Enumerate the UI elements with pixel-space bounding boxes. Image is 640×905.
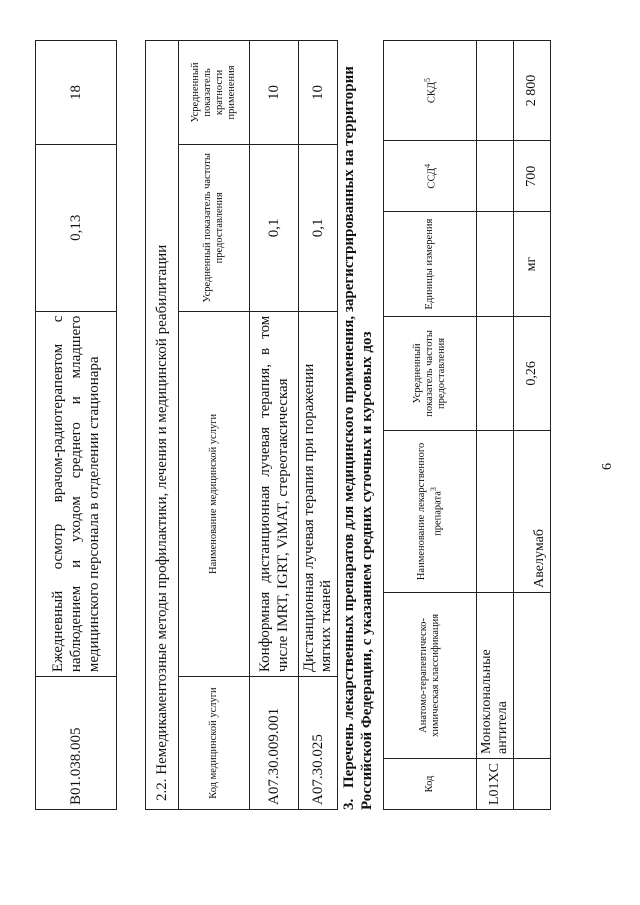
- header-multiplicity: Усредненный показатель кратности применения: [179, 41, 250, 145]
- header-drug: Наименование лекарственного препарата$^3$: [384, 431, 477, 593]
- drug-frequency: 0,26: [514, 316, 551, 430]
- drug-name: Авелумаб: [514, 431, 551, 593]
- service-name: Конформная дистанционная лучевая терапия, в том числе IMRT, IGRT, ViMAT, стереотаксическая: [250, 311, 299, 676]
- drugs-table: [383, 40, 551, 810]
- drug-units: мг: [514, 212, 551, 316]
- service-code: B01.038.005: [36, 677, 117, 810]
- page-number: 6: [600, 463, 615, 470]
- header-code: Код медицинской услуги: [179, 677, 250, 810]
- service-name: Ежедневный осмотр врачом-радиотерапевтом с наблюдением и уходом среднего и младшего медицинского персонала в отделении стационара: [36, 311, 117, 677]
- header-row: [384, 41, 477, 810]
- service-frequency: 0,1: [250, 144, 299, 311]
- drug-ssd: 700: [514, 141, 551, 212]
- header-name: Наименование медицинской услуги: [179, 311, 250, 676]
- service-multiplicity: 18: [36, 41, 117, 145]
- header-ssd: ССД$^4$: [384, 141, 477, 212]
- table-row: [250, 41, 299, 810]
- service-multiplicity: 10: [250, 41, 299, 145]
- table-row: [514, 41, 551, 810]
- section-title: 2.2. Немедикаментозные методы профилактики, лечения и медицинской реабилитации: [146, 41, 179, 810]
- header-atc: Анатомо-терапевтическо-химическая классификация: [384, 592, 477, 758]
- header-skd: СКД$^5$: [384, 41, 477, 141]
- drug-skd: 2 800: [514, 41, 551, 141]
- section-3-heading: [340, 35, 376, 810]
- atc-group-name: Моноклональные антитела: [477, 592, 514, 758]
- section-title: Перечень лекарственных препаратов для медицинского применения, зарегистрированных на территории Российской Федерации, с указанием средних суточных и курсовых доз: [341, 66, 375, 810]
- service-name: Дистанционная лучевая терапия при поражении мягких тканей: [299, 311, 338, 676]
- header-frequency: Усредненный показатель частоты предоставления: [384, 316, 477, 430]
- service-multiplicity: 10: [299, 41, 338, 145]
- header-code: Код: [384, 759, 477, 810]
- atc-code: L01XC: [477, 759, 514, 810]
- table-row: [299, 41, 338, 810]
- table-row: [36, 41, 117, 810]
- group-row: [477, 41, 514, 810]
- section-row: [146, 41, 179, 810]
- header-row: [179, 41, 250, 810]
- section-number: 3.: [341, 798, 357, 810]
- service-frequency: 0,13: [36, 144, 117, 311]
- header-frequency: Усредненный показатель частоты предоставления: [179, 144, 250, 311]
- header-units: Единицы измерения: [384, 212, 477, 316]
- non-drug-methods-table: [145, 40, 338, 810]
- service-code: A07.30.025: [299, 677, 338, 810]
- service-code: A07.30.009.001: [250, 677, 299, 810]
- services-table-continuation: [35, 40, 117, 810]
- service-frequency: 0,1: [299, 144, 338, 311]
